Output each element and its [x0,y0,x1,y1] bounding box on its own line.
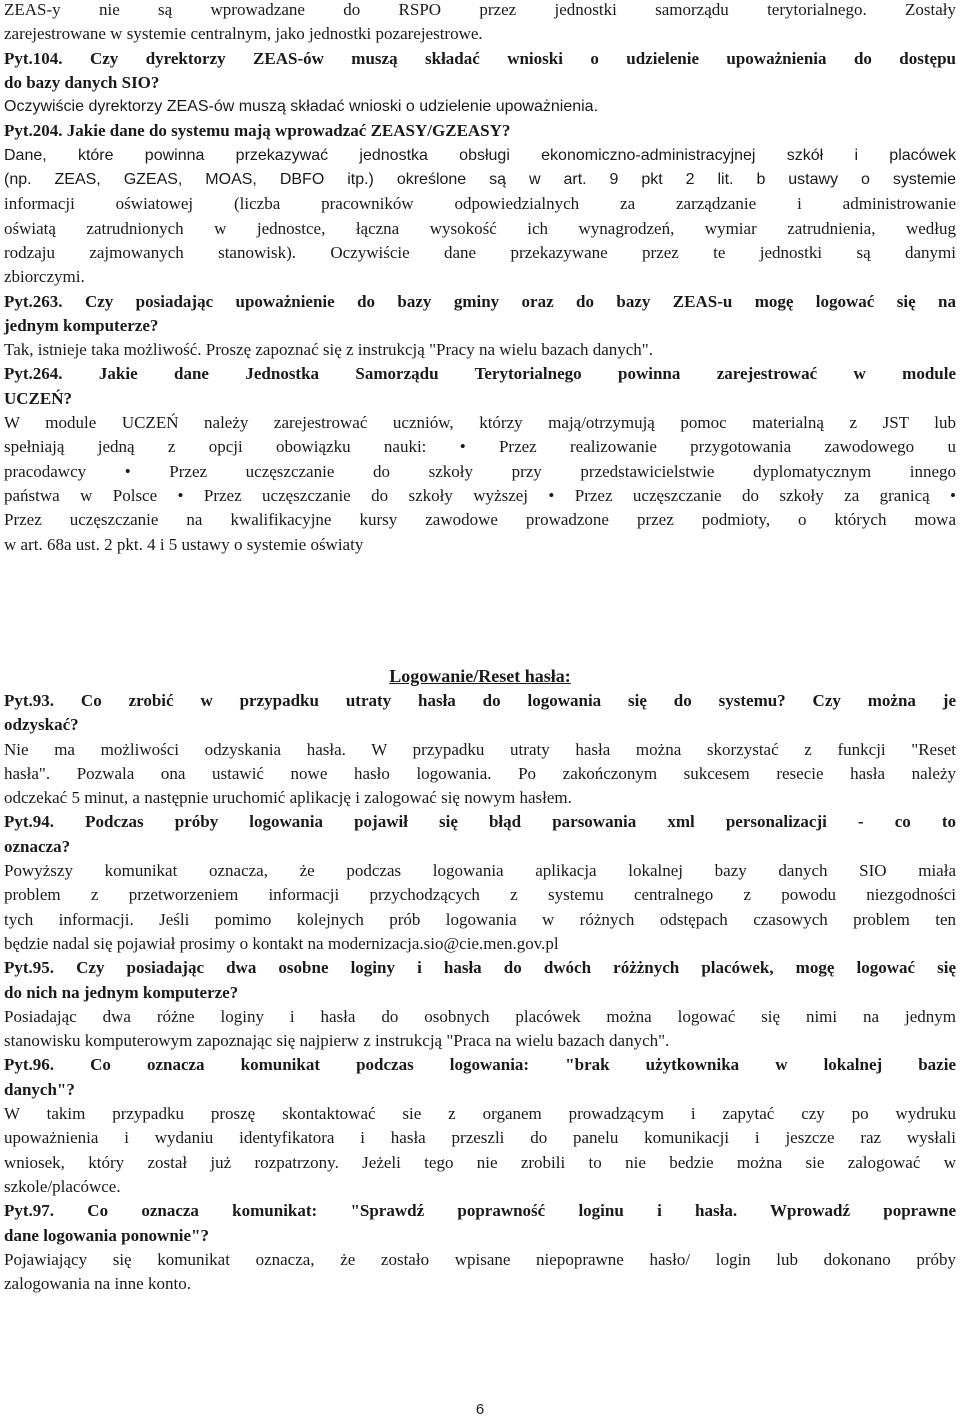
answer-line: Posiadając dwa różne loginy i hasła do osobnych placówek można logować się nimi na jednym [4,1006,956,1026]
question-line: Pyt.264. Jakie dane Jednostka Samorządu Terytorialnego powinna zarejestrować w module [4,364,956,384]
answer-line: Powyższy komunikat oznacza, że podczas logowania aplikacja lokalnej bazy danych SIO miała [4,861,956,881]
answer-line: będzie nadal się pojawiał prosimy o kontakt na modernizacja.sio@cie.men.gov.pl [4,933,559,953]
question-line: Pyt.97. Co oznacza komunikat: "Sprawdź poprawność loginu i hasła. Wprowadź poprawne [4,1201,956,1221]
answer-line: Dane, które powinna przekazywać jednostka obsługi ekonomiczno-administracyjnej szkół i placówek [4,146,956,164]
question-line: Pyt.93. Co zrobić w przypadku utraty hasła do logowania się do systemu? Czy można je [4,691,956,710]
question-line: danych"? [4,1079,75,1099]
answer-line: problem z przetworzeniem informacji przychodzących z systemu centralnego z powodu niezgodności [4,885,956,905]
answer-line: stanowisku komputerowym zapoznając się najpierw z instrukcją "Praca na wielu bazach danych". [4,1031,670,1051]
answer-line: informacji oświatowej (liczba pracowników odpowiedzialnych za zarządzanie i administrowanie [4,194,956,214]
answer-line: wniosek, który został już rozpatrzony. Jeżeli tego nie zrobili to nie bedzie można sie zalogować w [4,1152,956,1172]
question-line: Pyt.94. Podczas próby logowania pojawił się błąd parsowania xml personalizacji - co to [4,812,956,832]
question-line: Pyt.96. Co oznacza komunikat podczas logowania: "brak użytkownika w lokalnej bazie [4,1055,956,1075]
question-line: do bazy danych SIO? [4,72,160,92]
question-line: Pyt.263. Czy posiadając upoważnienie do bazy gminy oraz do bazy ZEAS-u mogę logować się na [4,291,956,311]
answer-line: pracodawcy • Przez uczęszczanie do szkoły przy przedstawicielstwie dyplomatycznym innego [4,461,956,481]
question-line: Pyt.204. Jakie dane do systemu mają wprowadzać ZEASY/GZEASY? [4,121,511,141]
answer-line: rodzaju zajmowanych stanowisk). Oczywiście dane przekazywane przez te jednostki są danymi [4,242,956,262]
answer-line: Nie ma możliwości odzyskania hasła. W przypadku utraty hasła można skorzystać z funkcji "Reset [4,739,956,759]
answer-line: oświatą zatrudnionych w jednostce, łączna wysokość ich wynagrodzeń, wymiar zatrudnienia, według [4,218,956,238]
answer-line: spełniają jedną z opcji obowiązku nauki: • Przez realizowanie przygotowania zawodowego u [4,437,956,457]
lower-text-block [4,689,956,1296]
question-line: do nich na jednym komputerze? [4,982,239,1002]
question-line: oznacza? [4,836,71,856]
answer-line: odczekać 5 minut, a następnie uruchomić aplikację i zalogować się nowym hasłem. [4,788,572,808]
answer-line: zarejestrowane w systemie centralnym, jako jednostki pozarejestrowe. [4,24,483,44]
question-line: odzyskać? [4,715,79,735]
upper-text-block [4,0,956,557]
answer-line: W takim przypadku proszę skontaktować sie z organem prowadzącym i zapytać czy po wydruku [4,1104,956,1124]
answer-line: zalogowania na inne konto. [4,1274,191,1294]
answer-line: hasła". Pozwala ona ustawić nowe hasło logowania. Po zakończonym sukcesem resecie hasła należy [4,763,956,783]
answer-line: W module UCZEŃ należy zarejestrować uczniów, którzy mają/otrzymują pomoc materialną z JST lub [4,413,956,433]
section-title: Logowanie/Reset hasła: [389,666,571,686]
answer-line: tych informacji. Jeśli pomimo kolejnych prób logowania w różnych odstępach czasowych problem ten [4,909,956,929]
answer-line: upoważnienia i wydaniu identyfikatora i hasła przeszli do panelu komunikacji i jeszcze raz wysłali [4,1128,956,1148]
answer-line: w art. 68a ust. 2 pkt. 4 i 5 ustawy o systemie oświaty [4,534,364,554]
question-line: dane logowania ponownie"? [4,1225,209,1245]
answer-line: państwa w Polsce • Przez uczęszczanie do szkoły wyższej • Przez uczęszczanie do szkoły za granicą • [4,485,956,505]
answer-line: Pojawiający się komunikat oznacza, że zostało wpisane niepoprawne hasło/ login lub dokonano próby [4,1249,956,1269]
answer-line: Przez uczęszczanie na kwalifikacyjne kursy zawodowe prowadzone przez podmioty, o których mowa [4,510,956,530]
answer-line: szkole/placówce. [4,1176,121,1196]
question-line: Pyt.104. Czy dyrektorzy ZEAS-ów muszą składać wnioski o udzielenie upoważnienia do dostępu [4,48,956,68]
question-line: Pyt.95. Czy posiadając dwa osobne loginy i hasła do dwóch różżnych placówek, mogę logować się [4,958,956,978]
answer-line: zbiorczymi. [4,267,85,287]
question-line: jednym komputerze? [4,315,159,335]
answer-line: ZEAS-y nie są wprowadzane do RSPO przez jednostki samorządu terytorialnego. Zostały [4,0,956,19]
answer-line: Tak, istnieje taka możliwość. Proszę zapoznać się z instrukcją "Pracy na wielu bazach danych". [4,340,653,360]
answer-line: Oczywiście dyrektorzy ZEAS-ów muszą składać wnioski o udzielenie upoważnienia. [4,98,599,116]
page-number: 6 [475,1401,485,1418]
answer-line: (np. ZEAS, GZEAS, MOAS, DBFO itp.) określone są w art. 9 pkt 2 lit. b ustawy o systemie [4,171,956,189]
question-line: UCZEŃ? [4,388,73,408]
